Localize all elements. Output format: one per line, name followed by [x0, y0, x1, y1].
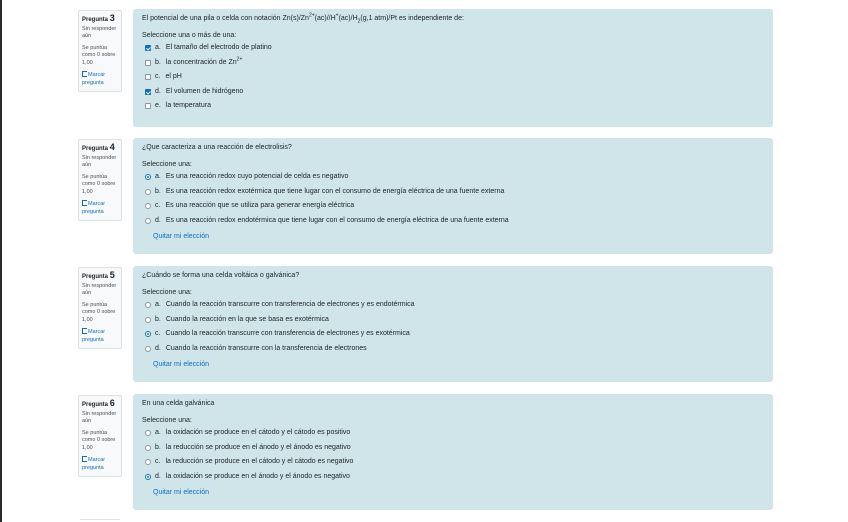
question-text: ¿Cuándo se forma una celda voltáica o galvánica? [142, 272, 300, 279]
option-b[interactable]: b. Cuando la reacción en la que se basa es exotérmica [142, 313, 764, 328]
flag-question-link[interactable]: Marcar pregunta [82, 457, 106, 471]
question-number: Pregunta 4 [82, 142, 115, 152]
question-state: Sin responder aún [82, 25, 117, 39]
question-info-panel [78, 10, 122, 92]
option-a[interactable]: a. la oxidación se produce en el cátodo y el cátodo es positivo [142, 426, 764, 441]
question-label: Pregunta [82, 17, 109, 23]
radio-button[interactable] [145, 302, 151, 308]
question-state: Sin responder aún [82, 410, 117, 424]
checkbox[interactable] [145, 103, 151, 109]
answer-options [142, 170, 764, 228]
flag-question-link[interactable] [82, 71, 121, 87]
clear-choice-link[interactable]: Quitar mi elección [153, 233, 210, 241]
option-d[interactable]: d. Es una reacción redox endotérmica que tiene lugar con el consumo de energía eléctrica de una fuente externa [142, 214, 764, 229]
question-content [133, 138, 773, 254]
flag-icon [82, 456, 87, 462]
radio-button[interactable] [145, 430, 151, 436]
question-grade: Se puntúa como 0 sobre 1,00 [82, 301, 116, 323]
radio-button[interactable] [145, 218, 151, 224]
checkbox[interactable] [145, 45, 151, 51]
flag-icon [82, 200, 87, 206]
clear-choice-link[interactable]: Quitar mi elección [153, 489, 210, 497]
question-content [133, 9, 773, 127]
flag-question-link[interactable]: Marcar pregunta [82, 329, 106, 343]
radio-button[interactable] [145, 331, 151, 337]
option-d[interactable]: d. Cuando la reacción transcurre con la transferencia de electrones [142, 342, 764, 357]
answer-prompt: Seleccione una: [142, 161, 192, 168]
question-number: Pregunta 5 [82, 270, 115, 280]
question-text: ¿Que caracteriza a una reacción de electrolisis? [142, 144, 292, 151]
answer-options [142, 41, 764, 114]
option-a[interactable]: a. El tamaño del electrodo de platino [142, 41, 764, 56]
option-c[interactable]: c. el pH [142, 70, 764, 85]
flag-icon [82, 328, 87, 334]
option-b[interactable]: b. la concentración de $Zn^{2+}$ [142, 56, 764, 71]
question-text: En una celda galvánica [142, 400, 215, 407]
radio-button[interactable] [145, 317, 151, 323]
option-e[interactable]: e. la temperatura [142, 99, 764, 114]
question-info-panel [78, 139, 122, 221]
option-b[interactable]: b. la reducción se produce en el ánodo y el ánodo es negativo [142, 441, 764, 456]
clear-choice-link[interactable]: Quitar mi elección [153, 361, 210, 369]
option-a[interactable]: a. Cuando la reacción transcurre con transferencia de electrones y es endotérmica [142, 298, 764, 313]
question-info-panel [78, 267, 122, 349]
question-state: Sin responder aún [82, 154, 117, 168]
question-number: Pregunta 6 [82, 398, 115, 408]
question-grade: Se puntúa como 0 sobre 1,00 [82, 173, 116, 195]
flag-label: Marcar pregunta [82, 72, 106, 86]
option-c[interactable]: c. Cuando la reacción transcurre con transferencia de electrones y es exotérmica [142, 327, 764, 342]
option-d[interactable]: d. El volumen de hidrógeno [142, 85, 764, 100]
flag-icon [82, 71, 87, 77]
question-grade: Se puntúa como 0 sobre 1,00 [82, 44, 116, 66]
option-a[interactable]: a. Es una reacción redox cuyo potencial de celda es negativo [142, 170, 764, 185]
radio-button[interactable] [145, 459, 151, 465]
radio-button[interactable] [145, 174, 151, 180]
question-content [133, 266, 773, 382]
checkbox[interactable] [145, 74, 151, 80]
question-grade: Se puntúa como 0 sobre 1,00 [82, 429, 116, 451]
radio-button[interactable] [145, 445, 151, 451]
answer-prompt: Seleccione una: [142, 289, 192, 296]
radio-button[interactable] [145, 203, 151, 209]
question-text: El potencial de una pila o celda con notación $Zn(s)/Zn^{2+}(ac)//H^+(ac)/H_2(g,1$ atm)/Pt es independiente de: [142, 12, 464, 25]
question-number-value: 3 [109, 13, 115, 23]
question-info-panel [78, 395, 122, 477]
answer-prompt: Seleccione una: [142, 417, 192, 424]
answer-options [142, 298, 764, 356]
option-c[interactable]: c. Es una reacción que se utiliza para generar energía eléctrica [142, 199, 764, 214]
option-c[interactable]: c. la reducción se produce en el cátodo y el cátodo es negativo [142, 455, 764, 470]
flag-question-link[interactable]: Marcar pregunta [82, 201, 106, 215]
radio-button[interactable] [145, 189, 151, 195]
question-state: Sin responder aún [82, 282, 117, 296]
answer-options [142, 426, 764, 484]
checkbox[interactable] [145, 60, 151, 66]
option-d[interactable]: d. la oxidación se produce en el ánodo y el ánodo es negativo [142, 470, 764, 485]
option-b[interactable]: b. Es una reacción redox exotérmica que tiene lugar con el consumo de energía eléctrica de una fuente externa [142, 185, 764, 200]
checkbox[interactable] [145, 89, 151, 95]
question-content [133, 394, 773, 510]
radio-button[interactable] [145, 346, 151, 352]
answer-prompt: Seleccione una o más de una: [142, 32, 237, 39]
question-number [82, 15, 121, 25]
left-edge-strip [0, 0, 2, 522]
radio-button[interactable] [145, 474, 151, 480]
